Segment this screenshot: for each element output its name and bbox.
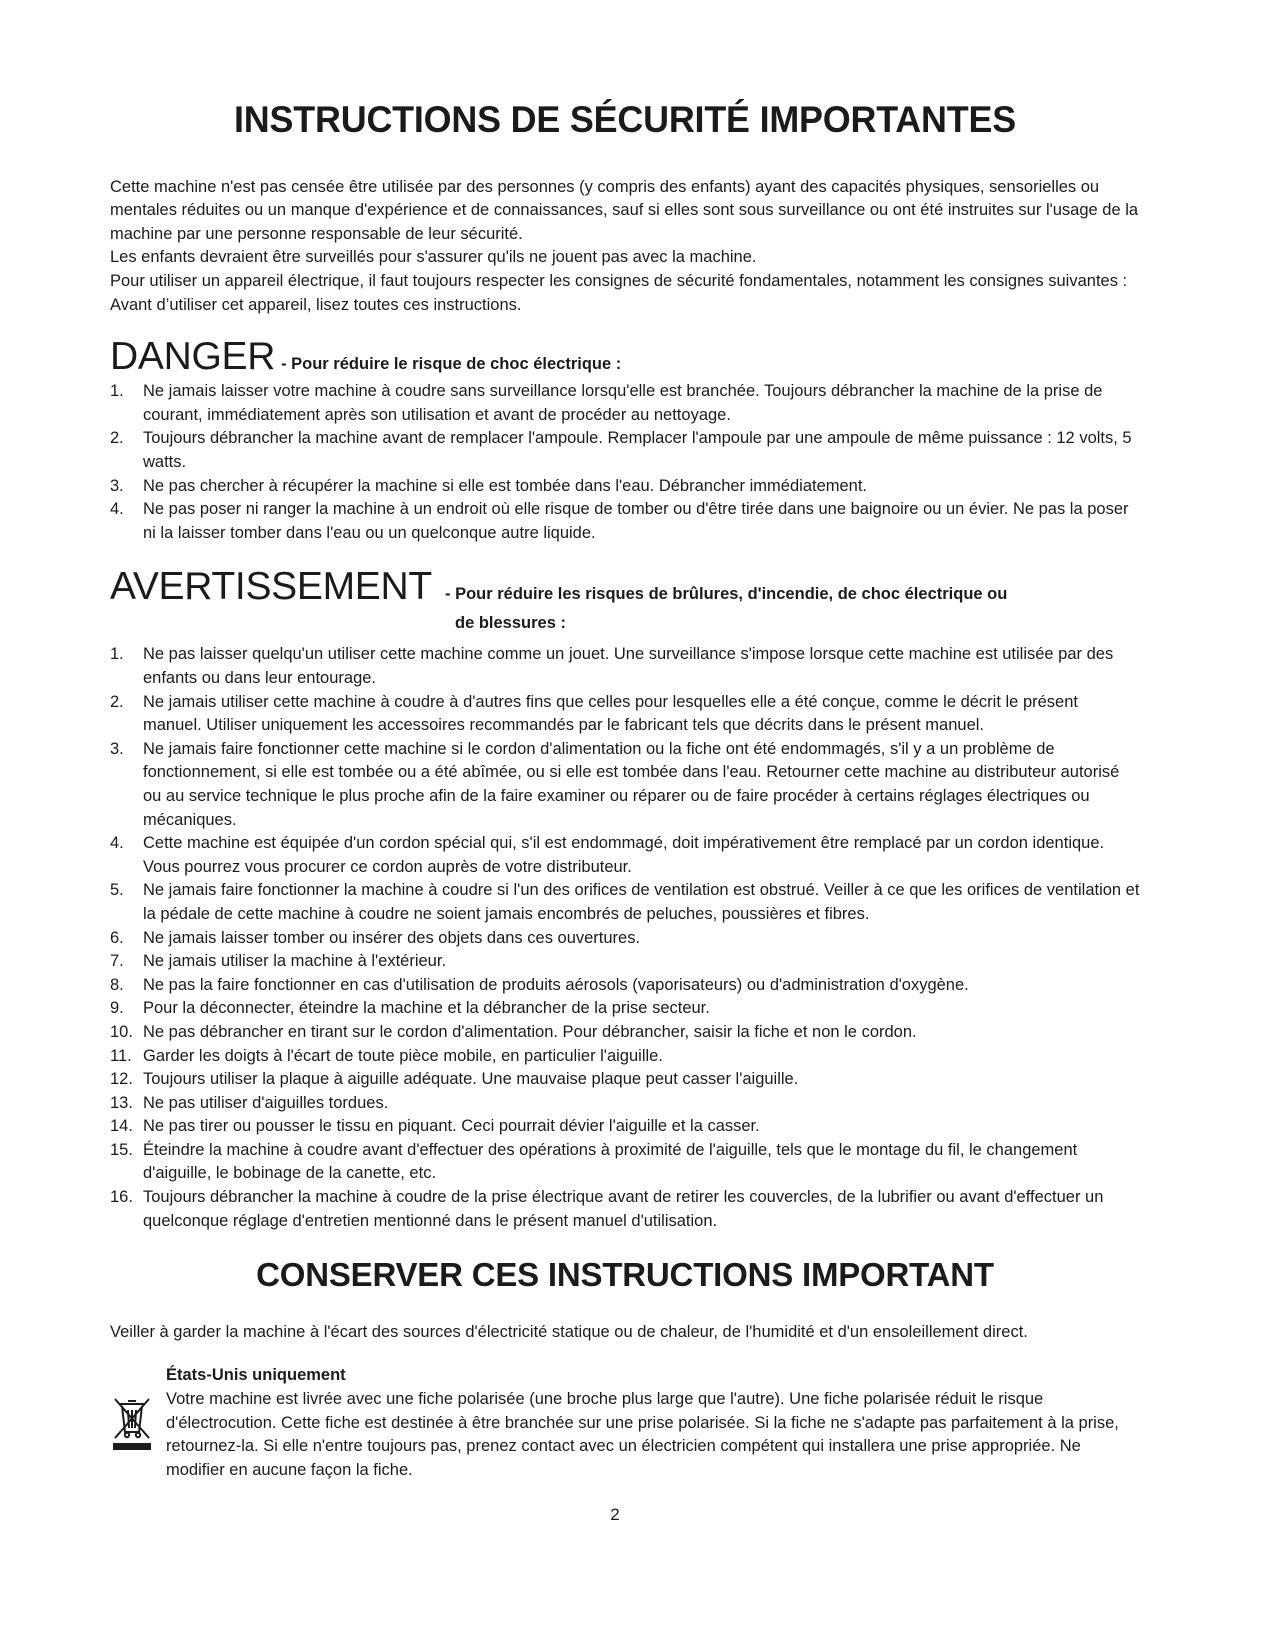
- list-item-number: 11.: [110, 1046, 132, 1065]
- list-item-number: 7.: [110, 952, 124, 971]
- list-item: [110, 832, 1140, 879]
- list-item-text: Ne pas poser ni ranger la machine à un endroit où elle risque de tomber ou d'être tirée dans une baignoire ou un évier. Ne pas la poser ni la laisser tomber dans l'eau ou un quelconque autre liquide.: [143, 500, 1129, 542]
- usa-section: [110, 1364, 1140, 1482]
- danger-subheading: - Pour réduire le risque de choc électrique :: [281, 355, 622, 374]
- list-item-number: 10.: [110, 1022, 133, 1041]
- danger-header: [110, 335, 1140, 379]
- list-item: [110, 1115, 1140, 1139]
- list-item-text: Ne pas débrancher en tirant sur le cordon d'alimentation. Pour débrancher, saisir la fiche et non le cordon.: [143, 1022, 917, 1041]
- page-number: 2: [610, 1505, 620, 1524]
- list-item-text: Ne pas utiliser d'aiguilles tordues.: [143, 1093, 389, 1112]
- list-item: [110, 997, 1140, 1021]
- intro-paragraph: Les enfants devraient être surveillés pour s'assurer qu'ils ne jouent pas avec la machine.: [110, 248, 757, 267]
- crossed-out-wheelie-bin-icon: [110, 1394, 154, 1452]
- list-item-number: 14.: [110, 1117, 133, 1136]
- list-item: [110, 879, 1140, 926]
- list-item-text: Ne jamais faire fonctionner la machine à coudre si l'un des orifices de ventilation est obstrué. Veiller à ce que les orifices de ventilation et la pédale de cette machine à coudre ne soient jamais encombrés de peluches, poussières et fibres.: [143, 881, 1140, 923]
- list-item-text: Cette machine est équipée d'un cordon spécial qui, s'il est endommagé, doit impérativement être remplacé par un cordon identique. Vous pourrez vous procurer ce cordon auprès de votre distributeur.: [143, 834, 1105, 876]
- intro-paragraph: Cette machine n'est pas censée être utilisée par des personnes (y compris des enfants) ayant des capacités physiques, sensorielles ou mentales réduites ou un manque d'expérience et de connaissances, sauf si elles sont sous surveillance ou ont été instruites sur l'usage de la machine par une personne responsable de leur sécurité.: [110, 177, 1139, 243]
- list-item-text: Pour la déconnecter, éteindre la machine et la débrancher de la prise secteur.: [143, 999, 710, 1018]
- list-item-text: Toujours débrancher la machine avant de remplacer l'ampoule. Remplacer l'ampoule par une ampoule de même puissance : 12 volts, 5 watts.: [143, 429, 1132, 472]
- list-item-text: Ne jamais faire fonctionner cette machine si le cordon d'alimentation ou la fiche ont été endommagés, s'il y a un problème de fonctionnement, si elle est tombée ou a été abîmée, ou si elle est tombée dans l'eau. Retourner cette machine au distributeur autorisé ou au service technique le plus proche afin de la faire examiner ou réparer ou de faire procéder à certains réglages électriques ou mécaniques.: [143, 739, 1120, 829]
- page-title: INSTRUCTIONS DE SÉCURITÉ IMPORTANTES: [234, 99, 1016, 140]
- list-item: [110, 643, 1140, 690]
- list-item-number: 9.: [110, 999, 124, 1018]
- warning-subheading-line2: de blessures :: [455, 614, 566, 633]
- list-item-number: 16.: [110, 1188, 133, 1207]
- danger-heading: DANGER: [110, 335, 276, 379]
- intro: [110, 176, 1140, 318]
- list-item-text: Garder les doigts à l'écart de toute pièce mobile, en particulier l'aiguille.: [143, 1046, 663, 1065]
- list-item-text: Éteindre la machine à coudre avant d'effectuer des opérations à proximité de l'aiguille, tels que le montage du fil, le changement d'aiguille, le bobinage de la canette, etc.: [143, 1140, 1078, 1183]
- list-item: [110, 974, 1140, 998]
- list-item: [110, 475, 1140, 499]
- list-item-number: 3.: [110, 476, 124, 495]
- list-item-number: 6.: [110, 928, 124, 947]
- warning-heading: AVERTISSEMENT: [110, 565, 432, 609]
- list-item-text: Ne pas la faire fonctionner en cas d'utilisation de produits aérosols (vaporisateurs) ou d'administration d'oxygène.: [143, 975, 969, 994]
- list-item-number: 13.: [110, 1093, 133, 1112]
- list-item-text: Ne jamais laisser tomber ou insérer des objets dans ces ouvertures.: [143, 928, 641, 947]
- intro-paragraph: Pour utiliser un appareil électrique, il faut toujours respecter les consignes de sécurité fondamentales, notamment les consignes suivantes : Avant d’utiliser cet appareil, lisez toutes ces instructions.: [110, 272, 1128, 314]
- keep-heading: CONSERVER CES INSTRUCTIONS IMPORTANT: [256, 1256, 994, 1294]
- list-item: [110, 380, 1140, 427]
- list-item-number: 15.: [110, 1140, 133, 1159]
- usa-text: Votre machine est livrée avec une fiche polarisée (une broche plus large que l'autre). Une fiche polarisée réduit le risque d'électrocution. Cette fiche est destinée à être branchée sur une prise polarisée. Si la fiche ne s'adapte pas parfaitement à la prise, retournez-la. Si elle n'entre toujours pas, prenez contact avec un électricien compétent qui installera une prise appropriée. Ne modifier en aucune façon la fiche.: [166, 1390, 1119, 1479]
- list-item-number: 5.: [110, 881, 124, 900]
- list-item-number: 2.: [110, 429, 124, 448]
- list-item-number: 8.: [110, 975, 124, 994]
- list-item: [110, 1186, 1140, 1233]
- list-item-text: Ne jamais utiliser la machine à l'extérieur.: [143, 952, 447, 971]
- list-item: [110, 1139, 1140, 1186]
- list-item-text: Toujours utiliser la plaque à aiguille adéquate. Une mauvaise plaque peut casser l'aiguille.: [143, 1070, 799, 1089]
- danger-list: [110, 380, 1140, 545]
- list-item-text: Toujours débrancher la machine à coudre de la prise électrique avant de retirer les couvercles, de la lubrifier ou avant d'effectuer un quelconque réglage d'entretien mentionné dans le présent manuel d'utilisation.: [143, 1188, 1104, 1230]
- list-item: [110, 427, 1140, 474]
- list-item: [110, 1068, 1140, 1092]
- list-item: [110, 950, 1140, 974]
- list-item: [110, 1092, 1140, 1116]
- list-item-number: 3.: [110, 739, 124, 758]
- list-item-number: 4.: [110, 500, 124, 519]
- usa-title: États-Unis uniquement: [166, 1366, 346, 1385]
- list-item: [110, 691, 1140, 738]
- list-item: [110, 738, 1140, 832]
- list-item-text: Ne pas chercher à récupérer la machine si elle est tombée dans l'eau. Débrancher immédiatement.: [143, 476, 868, 495]
- keep-text: Veiller à garder la machine à l'écart des sources d'électricité statique ou de chaleur, de l'humidité et d'un ensoleillement direct.: [110, 1322, 1028, 1341]
- list-item: [110, 1021, 1140, 1045]
- list-item: [110, 1045, 1140, 1069]
- list-item-text: Ne jamais utiliser cette machine à coudre à d'autres fins que celles pour lesquelles elle a été conçue, comme le décrit le présent manuel. Utiliser uniquement les accessoires recommandés par le fabricant tels que décrits dans le présent manuel.: [143, 692, 1078, 735]
- list-item-text: Ne pas tirer ou pousser le tissu en piquant. Ceci pourrait dévier l'aiguille et la casser.: [143, 1117, 760, 1136]
- list-item-number: 1.: [110, 645, 124, 664]
- document-page: [110, 100, 1140, 1482]
- list-item-number: 4.: [110, 834, 124, 853]
- list-item-text: Ne jamais laisser votre machine à coudre sans surveillance lorsqu'elle est branchée. Toujours débrancher la machine de la prise de courant, immédiatement après son utilisation et avant de procéder au nettoyage.: [143, 382, 1103, 424]
- list-item: [110, 927, 1140, 951]
- list-item-number: 2.: [110, 692, 124, 711]
- list-item-text: Ne pas laisser quelqu'un utiliser cette machine comme un jouet. Une surveillance s'impose lorsque cette machine est utilisée par des enfants ou dans leur entourage.: [143, 645, 1114, 687]
- warning-list: [110, 643, 1140, 1233]
- list-item-number: 1.: [110, 382, 124, 401]
- list-item: [110, 498, 1140, 545]
- list-item-number: 12.: [110, 1070, 133, 1089]
- warning-subheading-line1: - Pour réduire les risques de brûlures, d'incendie, de choc électrique ou: [445, 585, 1008, 604]
- warning-header: [110, 567, 1140, 639]
